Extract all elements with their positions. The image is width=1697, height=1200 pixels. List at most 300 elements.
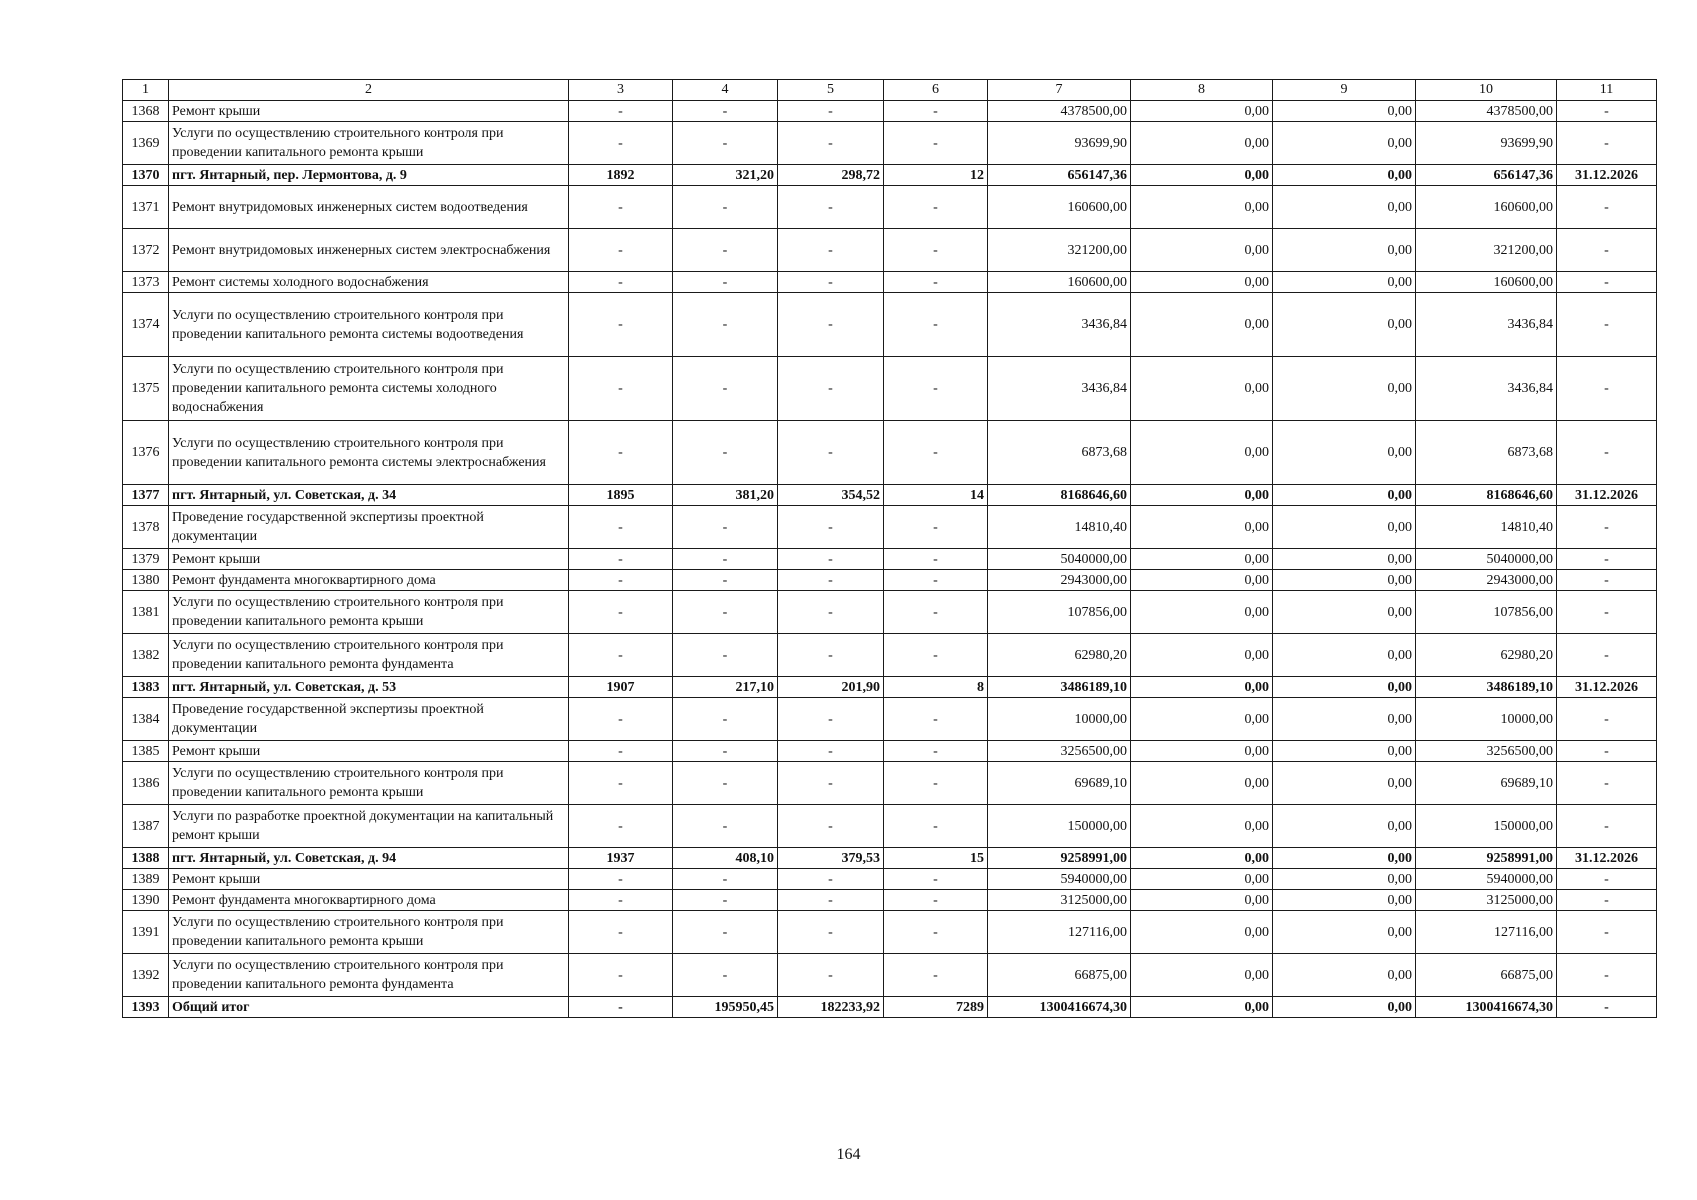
other-cost-cell: 0,00: [1273, 954, 1416, 997]
row-number-cell: 1368: [123, 101, 169, 122]
fund-cost-cell: 0,00: [1131, 634, 1273, 677]
row-number-cell: 1377: [123, 485, 169, 506]
table-row: [123, 122, 1657, 165]
residents-cell: 7289: [884, 997, 988, 1018]
work-description-cell: Ремонт фундамента многоквартирного дома: [169, 890, 569, 911]
build-year-cell: -: [569, 591, 673, 634]
owner-cost-cell: 10000,00: [1416, 698, 1557, 741]
deadline-cell: -: [1557, 186, 1657, 229]
fund-cost-cell: 0,00: [1131, 805, 1273, 848]
column-header: 9: [1273, 80, 1416, 101]
build-year-cell: -: [569, 186, 673, 229]
table-row: [123, 698, 1657, 741]
total-area-cell: 217,10: [673, 677, 778, 698]
table-row: [123, 272, 1657, 293]
deadline-cell: 31.12.2026: [1557, 677, 1657, 698]
fund-cost-cell: 0,00: [1131, 421, 1273, 485]
column-header: 4: [673, 80, 778, 101]
other-cost-cell: 0,00: [1273, 549, 1416, 570]
table-row: [123, 293, 1657, 357]
other-cost-cell: 0,00: [1273, 186, 1416, 229]
row-number-cell: 1378: [123, 506, 169, 549]
total-cost-cell: 14810,40: [988, 506, 1131, 549]
total-area-cell: -: [673, 101, 778, 122]
row-number-cell: 1371: [123, 186, 169, 229]
total-area-cell: -: [673, 591, 778, 634]
total-area-cell: -: [673, 698, 778, 741]
table-row: [123, 186, 1657, 229]
row-number-cell: 1391: [123, 911, 169, 954]
total-area-cell: -: [673, 890, 778, 911]
total-cost-cell: 5040000,00: [988, 549, 1131, 570]
total-cost-cell: 4378500,00: [988, 101, 1131, 122]
work-description-cell: Общий итог: [169, 997, 569, 1018]
total-area-cell: -: [673, 741, 778, 762]
column-header: 8: [1131, 80, 1273, 101]
work-description-cell: Ремонт фундамента многоквартирного дома: [169, 570, 569, 591]
other-cost-cell: 0,00: [1273, 357, 1416, 421]
other-cost-cell: 0,00: [1273, 848, 1416, 869]
build-year-cell: -: [569, 911, 673, 954]
build-year-cell: -: [569, 698, 673, 741]
work-description-cell: Ремонт крыши: [169, 101, 569, 122]
total-cost-cell: 69689,10: [988, 762, 1131, 805]
residents-cell: -: [884, 293, 988, 357]
row-number-cell: 1384: [123, 698, 169, 741]
table-row: [123, 954, 1657, 997]
build-year-cell: -: [569, 997, 673, 1018]
fund-cost-cell: 0,00: [1131, 229, 1273, 272]
total-cost-cell: 107856,00: [988, 591, 1131, 634]
total-area-cell: 321,20: [673, 165, 778, 186]
other-cost-cell: 0,00: [1273, 869, 1416, 890]
residents-cell: 8: [884, 677, 988, 698]
table-row: [123, 229, 1657, 272]
total-area-cell: 381,20: [673, 485, 778, 506]
table-row: [123, 869, 1657, 890]
build-year-cell: -: [569, 421, 673, 485]
fund-cost-cell: 0,00: [1131, 293, 1273, 357]
table-row: [123, 357, 1657, 421]
owner-cost-cell: 127116,00: [1416, 911, 1557, 954]
work-description-cell: Ремонт внутридомовых инженерных систем электроснабжения: [169, 229, 569, 272]
owner-cost-cell: 3436,84: [1416, 357, 1557, 421]
residents-cell: 12: [884, 165, 988, 186]
living-area-cell: -: [778, 421, 884, 485]
total-cost-cell: 160600,00: [988, 272, 1131, 293]
total-area-cell: -: [673, 272, 778, 293]
deadline-cell: -: [1557, 421, 1657, 485]
total-cost-cell: 10000,00: [988, 698, 1131, 741]
owner-cost-cell: 8168646,60: [1416, 485, 1557, 506]
total-area-cell: -: [673, 549, 778, 570]
row-number-cell: 1370: [123, 165, 169, 186]
total-cost-cell: 3125000,00: [988, 890, 1131, 911]
build-year-cell: -: [569, 506, 673, 549]
fund-cost-cell: 0,00: [1131, 869, 1273, 890]
total-cost-cell: 3436,84: [988, 357, 1131, 421]
total-cost-cell: 150000,00: [988, 805, 1131, 848]
residents-cell: 14: [884, 485, 988, 506]
deadline-cell: -: [1557, 890, 1657, 911]
work-description-cell: Проведение государственной экспертизы проектной документации: [169, 698, 569, 741]
deadline-cell: -: [1557, 698, 1657, 741]
residents-cell: -: [884, 272, 988, 293]
fund-cost-cell: 0,00: [1131, 741, 1273, 762]
fund-cost-cell: 0,00: [1131, 591, 1273, 634]
work-description-cell: Услуги по осуществлению строительного контроля при проведении капитального ремонта системы холодного водоснабжения: [169, 357, 569, 421]
total-area-cell: 195950,45: [673, 997, 778, 1018]
total-cost-cell: 1300416674,30: [988, 997, 1131, 1018]
fund-cost-cell: 0,00: [1131, 911, 1273, 954]
work-description-cell: Услуги по осуществлению строительного контроля при проведении капитального ремонта крыши: [169, 762, 569, 805]
total-area-cell: -: [673, 762, 778, 805]
work-description-cell: Услуги по осуществлению строительного контроля при проведении капитального ремонта крыши: [169, 591, 569, 634]
row-number-cell: 1389: [123, 869, 169, 890]
building-row: [123, 485, 1657, 506]
fund-cost-cell: 0,00: [1131, 890, 1273, 911]
other-cost-cell: 0,00: [1273, 741, 1416, 762]
total-area-cell: -: [673, 869, 778, 890]
table-row: [123, 591, 1657, 634]
living-area-cell: -: [778, 698, 884, 741]
table-body: [123, 80, 1657, 1018]
build-year-cell: -: [569, 634, 673, 677]
build-year-cell: -: [569, 272, 673, 293]
work-description-cell: Услуги по осуществлению строительного контроля при проведении капитального ремонта системы водоотведения: [169, 293, 569, 357]
total-area-cell: -: [673, 186, 778, 229]
fund-cost-cell: 0,00: [1131, 506, 1273, 549]
column-header: 3: [569, 80, 673, 101]
work-description-cell: Услуги по осуществлению строительного контроля при проведении капитального ремонта крыши: [169, 911, 569, 954]
other-cost-cell: 0,00: [1273, 591, 1416, 634]
total-cost-cell: 160600,00: [988, 186, 1131, 229]
row-number-cell: 1390: [123, 890, 169, 911]
other-cost-cell: 0,00: [1273, 506, 1416, 549]
total-area-cell: -: [673, 634, 778, 677]
living-area-cell: -: [778, 911, 884, 954]
residents-cell: -: [884, 549, 988, 570]
build-year-cell: -: [569, 890, 673, 911]
living-area-cell: 298,72: [778, 165, 884, 186]
living-area-cell: -: [778, 506, 884, 549]
other-cost-cell: 0,00: [1273, 165, 1416, 186]
column-header: 1: [123, 80, 169, 101]
work-description-cell: Ремонт внутридомовых инженерных систем водоотведения: [169, 186, 569, 229]
work-description-cell: пгт. Янтарный, ул. Советская, д. 53: [169, 677, 569, 698]
fund-cost-cell: 0,00: [1131, 954, 1273, 997]
fund-cost-cell: 0,00: [1131, 357, 1273, 421]
owner-cost-cell: 62980,20: [1416, 634, 1557, 677]
living-area-cell: -: [778, 293, 884, 357]
total-area-cell: -: [673, 357, 778, 421]
total-area-cell: -: [673, 421, 778, 485]
other-cost-cell: 0,00: [1273, 762, 1416, 805]
total-area-cell: -: [673, 570, 778, 591]
owner-cost-cell: 3486189,10: [1416, 677, 1557, 698]
total-cost-cell: 6873,68: [988, 421, 1131, 485]
owner-cost-cell: 160600,00: [1416, 186, 1557, 229]
build-year-cell: -: [569, 549, 673, 570]
other-cost-cell: 0,00: [1273, 634, 1416, 677]
other-cost-cell: 0,00: [1273, 698, 1416, 741]
work-description-cell: Ремонт крыши: [169, 549, 569, 570]
living-area-cell: -: [778, 186, 884, 229]
owner-cost-cell: 3436,84: [1416, 293, 1557, 357]
fund-cost-cell: 0,00: [1131, 272, 1273, 293]
row-number-cell: 1381: [123, 591, 169, 634]
living-area-cell: 201,90: [778, 677, 884, 698]
owner-cost-cell: 1300416674,30: [1416, 997, 1557, 1018]
deadline-cell: -: [1557, 357, 1657, 421]
living-area-cell: -: [778, 634, 884, 677]
row-number-cell: 1382: [123, 634, 169, 677]
row-number-cell: 1392: [123, 954, 169, 997]
other-cost-cell: 0,00: [1273, 805, 1416, 848]
deadline-cell: -: [1557, 293, 1657, 357]
table-row: [123, 890, 1657, 911]
living-area-cell: -: [778, 954, 884, 997]
page-number: 164: [836, 1146, 861, 1163]
fund-cost-cell: 0,00: [1131, 186, 1273, 229]
table-row: [123, 101, 1657, 122]
other-cost-cell: 0,00: [1273, 293, 1416, 357]
total-cost-cell: 3486189,10: [988, 677, 1131, 698]
residents-cell: -: [884, 911, 988, 954]
table-row: [123, 549, 1657, 570]
deadline-cell: -: [1557, 869, 1657, 890]
row-number-cell: 1388: [123, 848, 169, 869]
total-cost-cell: 93699,90: [988, 122, 1131, 165]
other-cost-cell: 0,00: [1273, 485, 1416, 506]
other-cost-cell: 0,00: [1273, 997, 1416, 1018]
fund-cost-cell: 0,00: [1131, 848, 1273, 869]
owner-cost-cell: 2943000,00: [1416, 570, 1557, 591]
fund-cost-cell: 0,00: [1131, 165, 1273, 186]
build-year-cell: -: [569, 869, 673, 890]
deadline-cell: 31.12.2026: [1557, 165, 1657, 186]
residents-cell: -: [884, 186, 988, 229]
total-cost-cell: 656147,36: [988, 165, 1131, 186]
residents-cell: -: [884, 762, 988, 805]
living-area-cell: -: [778, 869, 884, 890]
living-area-cell: 182233,92: [778, 997, 884, 1018]
work-description-cell: Ремонт системы холодного водоснабжения: [169, 272, 569, 293]
column-header: 6: [884, 80, 988, 101]
building-row: [123, 165, 1657, 186]
row-number-cell: 1373: [123, 272, 169, 293]
living-area-cell: -: [778, 122, 884, 165]
total-area-cell: -: [673, 122, 778, 165]
residents-cell: -: [884, 890, 988, 911]
build-year-cell: -: [569, 293, 673, 357]
column-number-row: [123, 80, 1657, 101]
row-number-cell: 1374: [123, 293, 169, 357]
fund-cost-cell: 0,00: [1131, 122, 1273, 165]
residents-cell: -: [884, 591, 988, 634]
table-row: [123, 421, 1657, 485]
fund-cost-cell: 0,00: [1131, 549, 1273, 570]
total-cost-cell: 5940000,00: [988, 869, 1131, 890]
deadline-cell: -: [1557, 506, 1657, 549]
living-area-cell: 354,52: [778, 485, 884, 506]
grand-total-row: [123, 997, 1657, 1018]
fund-cost-cell: 0,00: [1131, 677, 1273, 698]
deadline-cell: -: [1557, 570, 1657, 591]
living-area-cell: -: [778, 272, 884, 293]
work-description-cell: Проведение государственной экспертизы проектной документации: [169, 506, 569, 549]
other-cost-cell: 0,00: [1273, 677, 1416, 698]
residents-cell: -: [884, 570, 988, 591]
deadline-cell: -: [1557, 591, 1657, 634]
deadline-cell: -: [1557, 272, 1657, 293]
other-cost-cell: 0,00: [1273, 911, 1416, 954]
row-number-cell: 1385: [123, 741, 169, 762]
build-year-cell: -: [569, 741, 673, 762]
table-row: [123, 741, 1657, 762]
work-description-cell: Ремонт крыши: [169, 741, 569, 762]
other-cost-cell: 0,00: [1273, 272, 1416, 293]
living-area-cell: -: [778, 549, 884, 570]
residents-cell: -: [884, 869, 988, 890]
residents-cell: -: [884, 741, 988, 762]
build-year-cell: -: [569, 101, 673, 122]
other-cost-cell: 0,00: [1273, 229, 1416, 272]
living-area-cell: -: [778, 570, 884, 591]
total-area-cell: 408,10: [673, 848, 778, 869]
owner-cost-cell: 3256500,00: [1416, 741, 1557, 762]
table-row: [123, 506, 1657, 549]
build-year-cell: -: [569, 357, 673, 421]
column-header: 5: [778, 80, 884, 101]
fund-cost-cell: 0,00: [1131, 762, 1273, 805]
row-number-cell: 1380: [123, 570, 169, 591]
total-cost-cell: 62980,20: [988, 634, 1131, 677]
owner-cost-cell: 150000,00: [1416, 805, 1557, 848]
row-number-cell: 1376: [123, 421, 169, 485]
other-cost-cell: 0,00: [1273, 122, 1416, 165]
living-area-cell: -: [778, 101, 884, 122]
table-row: [123, 634, 1657, 677]
deadline-cell: -: [1557, 741, 1657, 762]
fund-cost-cell: 0,00: [1131, 997, 1273, 1018]
deadline-cell: -: [1557, 997, 1657, 1018]
build-year-cell: -: [569, 805, 673, 848]
residents-cell: -: [884, 805, 988, 848]
fund-cost-cell: 0,00: [1131, 101, 1273, 122]
column-header: 2: [169, 80, 569, 101]
total-cost-cell: 8168646,60: [988, 485, 1131, 506]
living-area-cell: 379,53: [778, 848, 884, 869]
residents-cell: -: [884, 101, 988, 122]
other-cost-cell: 0,00: [1273, 570, 1416, 591]
owner-cost-cell: 14810,40: [1416, 506, 1557, 549]
build-year-cell: -: [569, 229, 673, 272]
table-row: [123, 762, 1657, 805]
residents-cell: -: [884, 506, 988, 549]
fund-cost-cell: 0,00: [1131, 570, 1273, 591]
work-description-cell: Ремонт крыши: [169, 869, 569, 890]
owner-cost-cell: 69689,10: [1416, 762, 1557, 805]
residents-cell: -: [884, 357, 988, 421]
work-description-cell: Услуги по осуществлению строительного контроля при проведении капитального ремонта системы электроснабжения: [169, 421, 569, 485]
building-row: [123, 677, 1657, 698]
table-row: [123, 911, 1657, 954]
build-year-cell: 1937: [569, 848, 673, 869]
owner-cost-cell: 93699,90: [1416, 122, 1557, 165]
deadline-cell: -: [1557, 122, 1657, 165]
owner-cost-cell: 5940000,00: [1416, 869, 1557, 890]
repair-program-table: [122, 79, 1657, 1018]
table-row: [123, 570, 1657, 591]
total-cost-cell: 127116,00: [988, 911, 1131, 954]
owner-cost-cell: 107856,00: [1416, 591, 1557, 634]
row-number-cell: 1379: [123, 549, 169, 570]
total-area-cell: -: [673, 911, 778, 954]
deadline-cell: -: [1557, 911, 1657, 954]
work-description-cell: Услуги по осуществлению строительного контроля при проведении капитального ремонта фундамента: [169, 954, 569, 997]
fund-cost-cell: 0,00: [1131, 485, 1273, 506]
column-header: 10: [1416, 80, 1557, 101]
total-area-cell: -: [673, 229, 778, 272]
column-header: 7: [988, 80, 1131, 101]
total-cost-cell: 9258991,00: [988, 848, 1131, 869]
other-cost-cell: 0,00: [1273, 890, 1416, 911]
total-area-cell: -: [673, 954, 778, 997]
residents-cell: -: [884, 421, 988, 485]
build-year-cell: -: [569, 122, 673, 165]
row-number-cell: 1369: [123, 122, 169, 165]
row-number-cell: 1383: [123, 677, 169, 698]
row-number-cell: 1393: [123, 997, 169, 1018]
build-year-cell: 1895: [569, 485, 673, 506]
total-cost-cell: 3256500,00: [988, 741, 1131, 762]
living-area-cell: -: [778, 229, 884, 272]
other-cost-cell: 0,00: [1273, 421, 1416, 485]
deadline-cell: -: [1557, 229, 1657, 272]
deadline-cell: -: [1557, 762, 1657, 805]
row-number-cell: 1387: [123, 805, 169, 848]
total-cost-cell: 2943000,00: [988, 570, 1131, 591]
total-area-cell: -: [673, 805, 778, 848]
build-year-cell: 1892: [569, 165, 673, 186]
living-area-cell: -: [778, 741, 884, 762]
deadline-cell: -: [1557, 549, 1657, 570]
residents-cell: 15: [884, 848, 988, 869]
build-year-cell: -: [569, 570, 673, 591]
column-header: 11: [1557, 80, 1657, 101]
total-cost-cell: 321200,00: [988, 229, 1131, 272]
total-cost-cell: 3436,84: [988, 293, 1131, 357]
owner-cost-cell: 3125000,00: [1416, 890, 1557, 911]
work-description-cell: пгт. Янтарный, ул. Советская, д. 34: [169, 485, 569, 506]
work-description-cell: Услуги по осуществлению строительного контроля при проведении капитального ремонта фундамента: [169, 634, 569, 677]
build-year-cell: -: [569, 762, 673, 805]
total-area-cell: -: [673, 293, 778, 357]
residents-cell: -: [884, 122, 988, 165]
owner-cost-cell: 321200,00: [1416, 229, 1557, 272]
row-number-cell: 1375: [123, 357, 169, 421]
living-area-cell: -: [778, 805, 884, 848]
work-description-cell: Услуги по разработке проектной документации на капитальный ремонт крыши: [169, 805, 569, 848]
residents-cell: -: [884, 698, 988, 741]
owner-cost-cell: 160600,00: [1416, 272, 1557, 293]
owner-cost-cell: 66875,00: [1416, 954, 1557, 997]
building-row: [123, 848, 1657, 869]
residents-cell: -: [884, 229, 988, 272]
work-description-cell: пгт. Янтарный, ул. Советская, д. 94: [169, 848, 569, 869]
deadline-cell: -: [1557, 805, 1657, 848]
